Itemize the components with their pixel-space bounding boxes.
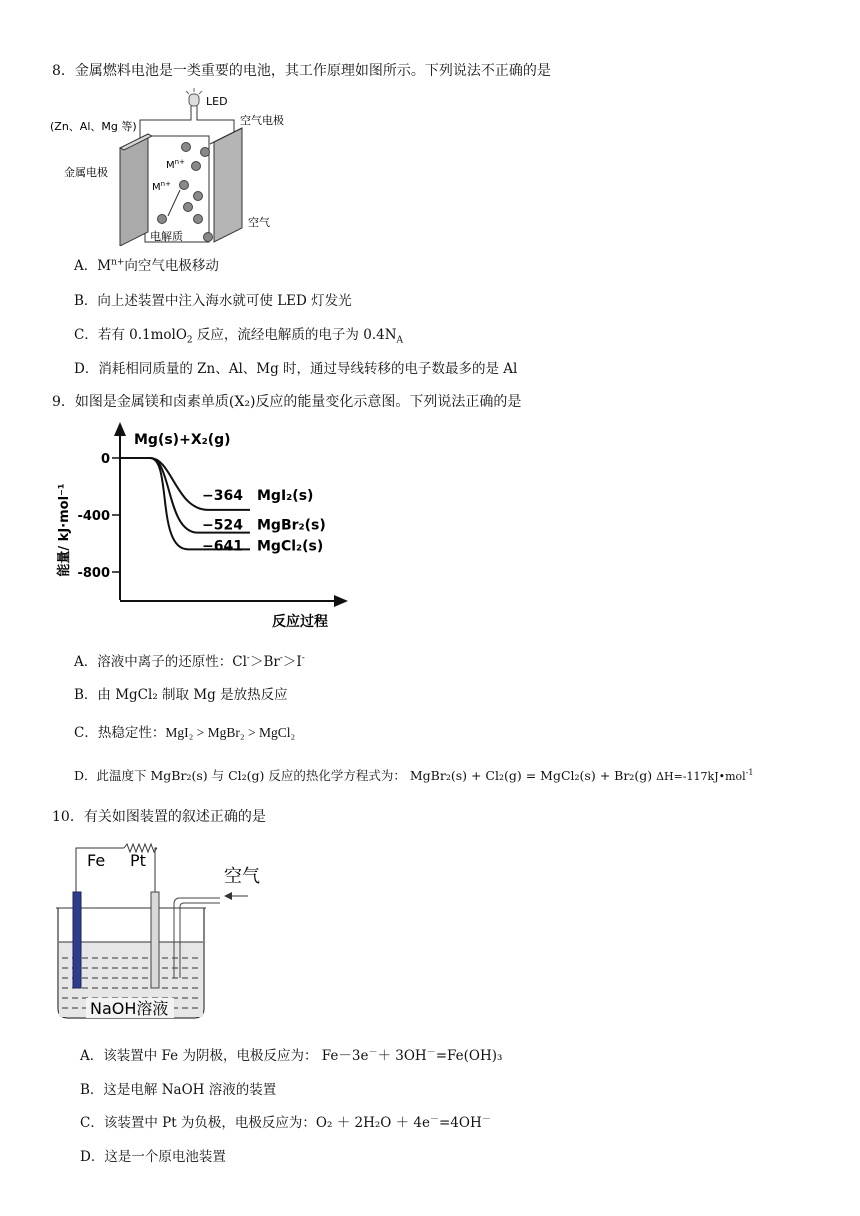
series-value-label: −641	[202, 538, 243, 555]
air-electrode-label: 空气电极	[240, 114, 284, 127]
q10-option-d[interactable]: D．这是一个原电池装置	[80, 1149, 226, 1165]
fe-electrode	[73, 892, 81, 988]
series-name-label: MgBr₂(s)	[257, 517, 326, 534]
q8-option-a[interactable]: A．$M^{n+}$向空气电极移动	[74, 257, 219, 274]
electrolyte-label: 电解质	[150, 230, 183, 243]
fe-label: Fe	[87, 851, 106, 870]
pt-electrode	[151, 892, 159, 988]
air-label: 空气	[224, 866, 260, 887]
q8-stem: 8．金属燃料电池是一类重要的电池，其工作原理如图所示。下列说法不正确的是	[52, 63, 551, 79]
start-label: Mg(s)+X₂(g)	[134, 432, 231, 448]
y-tick-label: -400	[77, 509, 110, 524]
metals-label: (Zn、Al、Mg 等)	[50, 120, 137, 133]
q10-stem: 10．有关如图装置的叙述正确的是	[52, 809, 266, 825]
series-name-label: MgCl₂(s)	[257, 538, 324, 555]
q8-option-c[interactable]: C．若有 0.1molO$_2$ 反应，流经电解质的电子为 $0.4N_A$	[74, 327, 404, 346]
series-value-label: −524	[202, 517, 243, 534]
series-value-label: −364	[202, 487, 243, 504]
q9-option-a[interactable]: A．溶液中离子的还原性：Cl-＞Br-＞I-	[74, 653, 305, 670]
q8-option-d[interactable]: D．消耗相同质量的 Zn、Al、Mg 时，通过导线转移的电子数最多的是 Al	[74, 361, 518, 377]
y-tick-label: 0	[100, 452, 110, 467]
q8-fuel-cell-figure	[48, 86, 308, 246]
energy-chart	[50, 420, 360, 635]
q9-stem: 9．如图是金属镁和卤素单质(X₂)反应的能量变化示意图。下列说法正确的是	[52, 394, 522, 410]
q10-apparatus-figure	[54, 838, 274, 1024]
led-label: LED	[206, 95, 228, 108]
arrow-icon	[224, 892, 232, 900]
series-name-label: MgI₂(s)	[257, 487, 314, 504]
x-axis-label: 反应过程	[272, 614, 328, 630]
q9-option-b[interactable]: B．由 MgCl₂ 制取 Mg 是放热反应	[74, 687, 288, 703]
q9-option-d[interactable]: D．此温度下 MgBr₂(s) 与 Cl₂(g) 反应的热化学方程式为： MgBr₂(s) + Cl₂(g) = MgCl₂(s) + Br₂(g) ΔH=-117kJ•mol$^{-1}$	[74, 767, 754, 783]
q9-option-c[interactable]: C．热稳定性：MgI₂ > MgBr₂ > MgCl₂	[74, 725, 296, 741]
led-icon	[186, 88, 202, 114]
q10-option-a[interactable]: A．该装置中 Fe 为阴极，电极反应为： Fe－3e－＋ 3OH－=Fe(OH)₃	[80, 1047, 503, 1064]
y-tick-label: -800	[77, 566, 110, 581]
q8-option-b[interactable]: B．向上述装置中注入海水就可使 LED 灯发光	[74, 293, 352, 309]
ion-label-1: $M^{n+}$	[166, 158, 185, 171]
ion-label-2: $M^{n+}$	[152, 180, 171, 193]
solution-label: NaOH溶液	[90, 999, 169, 1018]
q10-option-b[interactable]: B．这是电解 NaOH 溶液的装置	[80, 1082, 277, 1098]
y-axis-label: 能量/ kJ·mol⁻¹	[57, 483, 72, 577]
pt-label: Pt	[130, 851, 146, 870]
q10-option-c[interactable]: C．该装置中 Pt 为负极，电极反应为：O₂ ＋ 2H₂O ＋ 4e－=4OH－	[80, 1114, 491, 1131]
air-label: 空气	[248, 216, 270, 229]
metal-electrode-label: 金属电极	[64, 166, 108, 179]
